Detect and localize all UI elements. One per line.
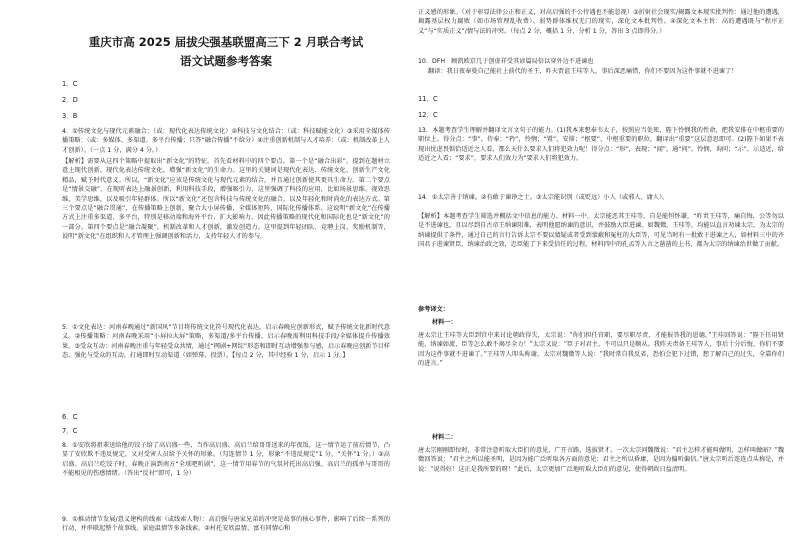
material-2-label: 材料二： [432, 434, 457, 441]
answer-4: 4．①传统文化与现代元素融合：（或：现代化表达传统文化）②科技与文化结合：（或：科技赋能文化）③采用全媒体传播策略：（或：多媒体、多渠道、多平台传播；只答“融合传播”不给分）④注重创新机制与人才培养：（或：机制改革上人才创新）。（一点 1 分，满分 4 分。） [62, 128, 390, 154]
answer-6: 6．C [62, 413, 78, 421]
answer-12: 12．C [418, 111, 438, 119]
answer-3: 3．B [62, 112, 78, 120]
answer-10-translation: 翻译：我日夜奉曼自己能社上前代的圣王，昨天贾谊王珪等人，事后深恶痛惜，你们不要因为这件事就不进谏了！ [428, 68, 738, 75]
answer-9: 9．①推动情节发展/意义建构的线索（或线索人物）：高启强与唐家兄弟的冲突是故事的核心事件，影响了后续一系列的行动，并串联起整个故事线、家庭温情等多条线索。②村托安欣温情、富有同情心和 [62, 516, 390, 533]
answer-10: 10．DFH 顾凯欧京几于创虚祥受其谚篇局倍以穿外边不进谏也 [418, 58, 594, 65]
material-2-text: 唐太宗刚刚即位时，非常注意听取大臣们的意见，广开言路，选拔贤才。一次太宗问魏徵说：“君主怎样才能叫做明，怎样叫做暗？”魏徵回答说：“君主之所以能圣明，是因为能广泛听取各方面的意见；君主之所以昏庸，是因为偏听偏信。”唐太宗听后连连点头称是，并说：“说得好！这正是我所要的呀！”此后，太宗更加广泛地听取大臣们的意见，使得朝政日益清明。 [418, 447, 784, 473]
answer-9-continued: 正义感的形象。（对于彰显法律公正和正义，对高启强的不公待遇也不能忽视）③折射社会现实/揭露文本现实批判性：通过他的遭遇，揭露基层权力腐败（如市场管理乱收费）、弱势群体维权无门的现实，深化文本批判性。④深化文本主旨：高的遭遇既与“程序正义”与“实质正义”/情与法的冲突。（每点 2 分，概括 1 分，分析 1 分，答出 3 点即得分。） [418, 9, 784, 35]
material-1-label: 材料一： [432, 319, 457, 326]
page-subtitle: 语文试题参考答案 [180, 54, 272, 68]
answer-2: 2．D [62, 96, 78, 104]
answer-5: 5．①文化表达：河南春晚通过“新国风”节目将传统文化符号现代化表达，启示春晚应创新形式，赋予传统文化新时代意义。②传播策略：河南春晚采用“小屏拉大屏”策略，多渠道/多平台传播，启示春晚需利用科技手段/全媒体提升传播效果。③受众互动：河南春晚注重与年轻受众共情，通过“网剧+网综”形态和即时互动增强参与感，启示春晚应创新节目样态，强化与受众的互动，打通即时互动渠道（如弹幕、投票）。【每点 2 分，其中经验 1 分，启示 1 分。】 [62, 324, 390, 360]
answer-4-analysis: 【解析】需要从这四个策略中提取出“新文化”的特征。首先看材料中的四个要点。第一个是“融合出彩”，提到在题材立意上现代创新，现代化表达传统文化，增强“新文化”的生命力。这里的关键词是现代化表达、传统文化、创新生产文化精品，赋予时代意义。所以，“新文化”应该是传统文化与现代元素的结合，并且通过创新使其更具生命力。第二个要点是“情景交融”，在现听表达上融景创新，利用科技手段，增强吸引力，这里强调了科技的应用，比如场景思维、视效思维、美学思维，以及吸引年轻群体。所以“新文化”还包含科技与传统文化的融合，以及年轻化和时尚化的表达方式。第三个要点是“融合贯通”，在传播策略上创新，聚合大小屏传播，全媒体矩阵，国际化传播体系。这说明“新文化”在传播方式上注重多渠道、多平台，特别是移动端和海外平台，扩大影响力，因此传播策略的现代化和国际化也是“新文化”的一部分。第四个要点是“融合凝聚”，机制改革和人才创新，激发创造力。这里提到年轻团队、竞聘上岗、奖励机制等，说明“新文化”在组织和人才管理上强调创新和活力，支持年轻人才的参与。 [62, 158, 390, 241]
answer-7: 7．C [62, 427, 78, 435]
answer-11: 11．C [418, 95, 438, 103]
page-title: 重庆市高 2025 届拔尖强基联盟高三下 2 月联合考试 [88, 35, 364, 49]
answer-1: 1．C [62, 80, 78, 88]
answer-8: 8．①安欣将祖辈送给他的饺子给了高启盛一些，当作高启盛、高启兰给哥哥送来的年夜饭，这一情节运了前后情节，凸显了安欣欺不违反规定，又对受害人员给予关怀的形象。（勾连情节 1 分，形象“不违反规定”1 分，“关怀”1 分。）②高启盛、高启兰吃饺子时，春晚正演到南方“全球吧听剧”，这一情节用春节的气氛衬托出高启强、高启兰的孤单与哥哥的不能相见的伤感情绪。（答出“反衬”即可，1 分） [62, 442, 390, 478]
material-1-text: 唐太宗让王珪等大臣到宫中来讨论朝政得失，太宗说：“你们担任官职，要尽职尽责，才能报答我的恩德。”王珪回答说：“陛下任用贤能，纳谏如流，臣等怎么敢不竭尽全力！”太宗又说：“臣子对君主，不可以只是顺从。我昨天责备王珪等人，事后十分后悔，你们不要因为这件事就不进谏了。”王珪等人叩头称谢，太宗对魏徵等人说：“我时常自我反省，恐怕会犯下过错，想了解自己的过失，全靠你们的进言。” [418, 332, 784, 368]
answer-13: 13．本题考查学生理解并翻译文言文句子的能力。(1)我本来想奉韦太子，按照应当处死，陛下怜悯我的性命，把我安排在中枢重要的职位上。得分点：“事”，侍奉；“矜”，怜悯；“置”，安排；“枢要”，中枢重要的职位，翻译出“重要”这层意思即可。(2)陛下如果不表现出忧虑畏惧恰适近之人看，那么天什么要求人们将犯效力呢！得分点：“形”，表现；“闻”，通“问”，怜悯，询问；“示”，示适近，给适近之人看；“要求”，要求人们效力为“要求人们将犯效力。 [418, 127, 784, 163]
reference-translation-heading: 参考译文： [418, 306, 449, 313]
answer-14: 14．①太宗善于纳谏。②有敢于谏诤之士。③太宗能识别（或贬远）小人（或邪人、庸人）。 [418, 194, 669, 201]
answer-14-analysis: 【解析】本题考查学生筛选并概括文中信息的能力。材料一中，太宗能恶其王珪等，自是能恒怀谦，“昨责王珪等，痛自悔，公等勿以是不进谏也，且以尽到自古帝王纳谏阻难，表明他愿纳谏的意识，并鼓励大臣进谏。如魏徵，王珪等，均能以直言劝谏太宗，为太宗的纳谏提供了条件，通过自己的言行告诉太宗不要以猜疑或者受到蒙蔽和冤枉的大臣等，可见当时有一批敢于进谏之人，如材料三中的齐国君子进谏贤臣，纳谏治政之效，忠臣能了下来受信任的过程，材料四中的孔孟等人言之凿凿的上书，都为太宗的纳谏治世做了贡献。 [418, 213, 784, 249]
